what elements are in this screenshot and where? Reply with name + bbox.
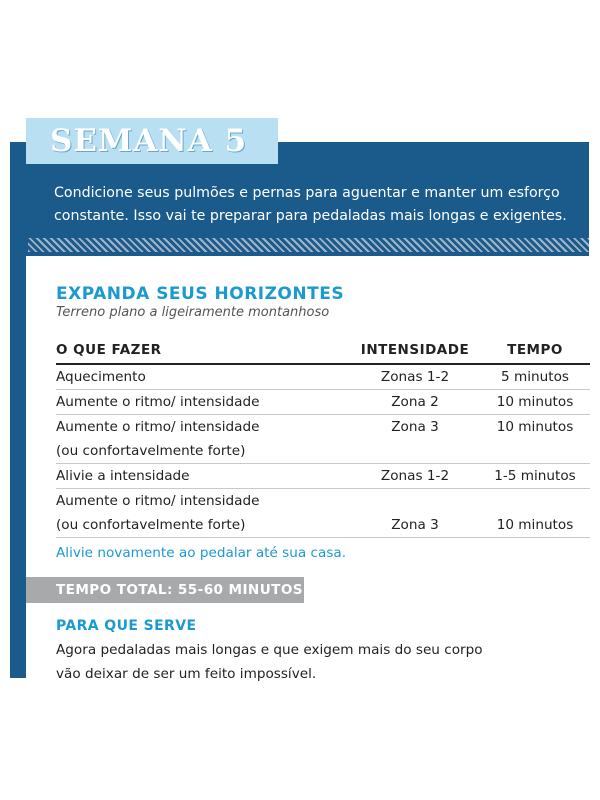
row-time: 10 minutos bbox=[496, 419, 574, 435]
purpose-line-2: vão deixar de ser um feito impossível. bbox=[56, 666, 317, 682]
table-row-continuation bbox=[56, 439, 590, 464]
row-time: 1-5 minutos bbox=[480, 464, 590, 489]
row-what-detail: (ou confortavelmente forte) bbox=[56, 513, 350, 538]
row-intensity: Zona 3 bbox=[391, 419, 439, 435]
table-row bbox=[56, 464, 590, 489]
page-title: SEMANA 5 bbox=[50, 123, 248, 159]
table-row bbox=[56, 364, 590, 390]
table-row-continuation bbox=[56, 513, 590, 538]
column-header-time: TEMPO bbox=[480, 340, 590, 364]
column-header-intensity: INTENSIDADE bbox=[350, 340, 480, 364]
row-what: Aumente o ritmo/ intensidade bbox=[56, 419, 260, 435]
section-title: EXPANDA SEUS HORIZONTES bbox=[56, 284, 345, 304]
column-header-what: O QUE FAZER bbox=[56, 340, 350, 364]
table-row bbox=[56, 390, 590, 415]
table-row bbox=[56, 489, 590, 514]
workout-table bbox=[56, 340, 590, 538]
cooldown-note: Alivie novamente ao pedalar até sua casa. bbox=[56, 545, 347, 561]
diagonal-stripes bbox=[28, 238, 589, 252]
row-what: Aquecimento bbox=[56, 364, 350, 390]
purpose-title: PARA QUE SERVE bbox=[56, 618, 197, 634]
row-intensity: Zonas 1-2 bbox=[350, 364, 480, 390]
left-accent-bar bbox=[10, 142, 26, 678]
intro-text: Condicione seus pulmões e pernas para aguentar e manter um esforço constante. Isso vai te preparar para pedaladas mais longas e exigentes. bbox=[54, 185, 567, 224]
total-time-label: TEMPO TOTAL: 55-60 MINUTOS bbox=[56, 582, 303, 598]
row-what: Aumente o ritmo/ intensidade bbox=[56, 390, 350, 415]
total-time-bar bbox=[26, 577, 304, 603]
row-time: 5 minutos bbox=[480, 364, 590, 390]
row-what: Alivie a intensidade bbox=[56, 464, 350, 489]
row-intensity: Zona 3 bbox=[350, 513, 480, 538]
section-subtitle: Terreno plano a ligeiramente montanhoso bbox=[56, 305, 330, 320]
row-what: Aumente o ritmo/ intensidade bbox=[56, 493, 260, 509]
row-time: 10 minutos bbox=[480, 513, 590, 538]
row-time: 10 minutos bbox=[480, 390, 590, 415]
table-header-row bbox=[56, 340, 590, 364]
row-intensity: Zona 2 bbox=[350, 390, 480, 415]
purpose-line-1: Agora pedaladas mais longas e que exigem mais do seu corpo bbox=[56, 642, 483, 658]
purpose-text bbox=[56, 638, 556, 686]
row-what-detail: (ou confortavelmente forte) bbox=[56, 439, 350, 464]
week-title-box bbox=[26, 118, 278, 164]
row-intensity: Zonas 1-2 bbox=[350, 464, 480, 489]
table-row bbox=[56, 415, 590, 440]
